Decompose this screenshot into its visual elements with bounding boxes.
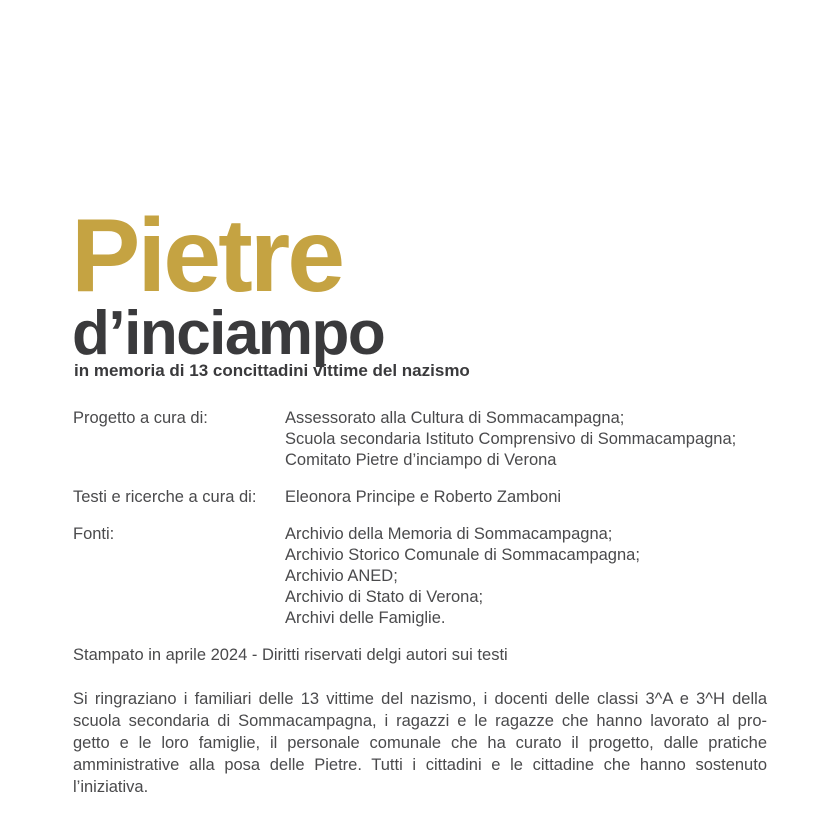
paragraph-line: scuola secondaria di Sommacampagna, i ragazzi e le ragazze che hanno lavorato al pro- — [73, 712, 767, 730]
imprint-text: Stampato in aprile 2024 - Diritti riservati delgi autori sui testi — [73, 646, 508, 664]
credit-value-line: Assessorato alla Cultura di Sommacampagna; — [285, 409, 625, 427]
credit-row-fonti — [73, 524, 767, 629]
page-title-secondary: d’inciampo — [72, 299, 385, 368]
page-title-main: Pietre — [71, 198, 343, 314]
paragraph-line: amministrative alla posa delle Pietre. Tutti i cittadini e le cittadine che hanno sostenuto — [73, 756, 767, 774]
credit-label: Fonti: — [73, 525, 115, 543]
paragraph-line: getto e le loro famiglie, il personale comunale che ha curato il progetto, dalle pratiche — [73, 734, 767, 752]
credit-value-line: Archivi delle Famiglie. — [285, 609, 446, 627]
credit-value-line: Scuola secondaria Istituto Comprensivo di Sommacampagna; — [285, 430, 737, 448]
credit-values — [285, 524, 767, 629]
credit-values — [285, 487, 767, 508]
credit-row-progetto — [73, 408, 767, 471]
credit-value-line: Archivio ANED; — [285, 567, 398, 585]
credit-value-line: Archivio della Memoria di Sommacampagna; — [285, 525, 613, 543]
credit-row-testi — [73, 487, 767, 508]
credit-label: Progetto a cura di: — [73, 409, 208, 427]
credit-label: Testi e ricerche a cura di: — [73, 488, 257, 506]
paragraph-line: l’iniziativa. — [73, 778, 149, 796]
credit-values — [285, 408, 767, 471]
credit-value-line: Eleonora Principe e Roberto Zamboni — [285, 488, 562, 506]
credit-value-line: Comitato Pietre d’inciampo di Verona — [285, 451, 557, 469]
colophon-content — [73, 408, 767, 798]
credit-value-line: Archivio di Stato di Verona; — [285, 588, 484, 606]
paragraph-line: Si ringraziano i familiari delle 13 vittime del nazismo, i docenti delle classi 3^A e 3^H della — [73, 690, 767, 708]
credit-value-line: Archivio Storico Comunale di Sommacampagna; — [285, 546, 640, 564]
acknowledgements-paragraph — [73, 688, 767, 798]
page-title-subtitle: in memoria di 13 concittadini vittime del nazismo — [74, 361, 470, 380]
